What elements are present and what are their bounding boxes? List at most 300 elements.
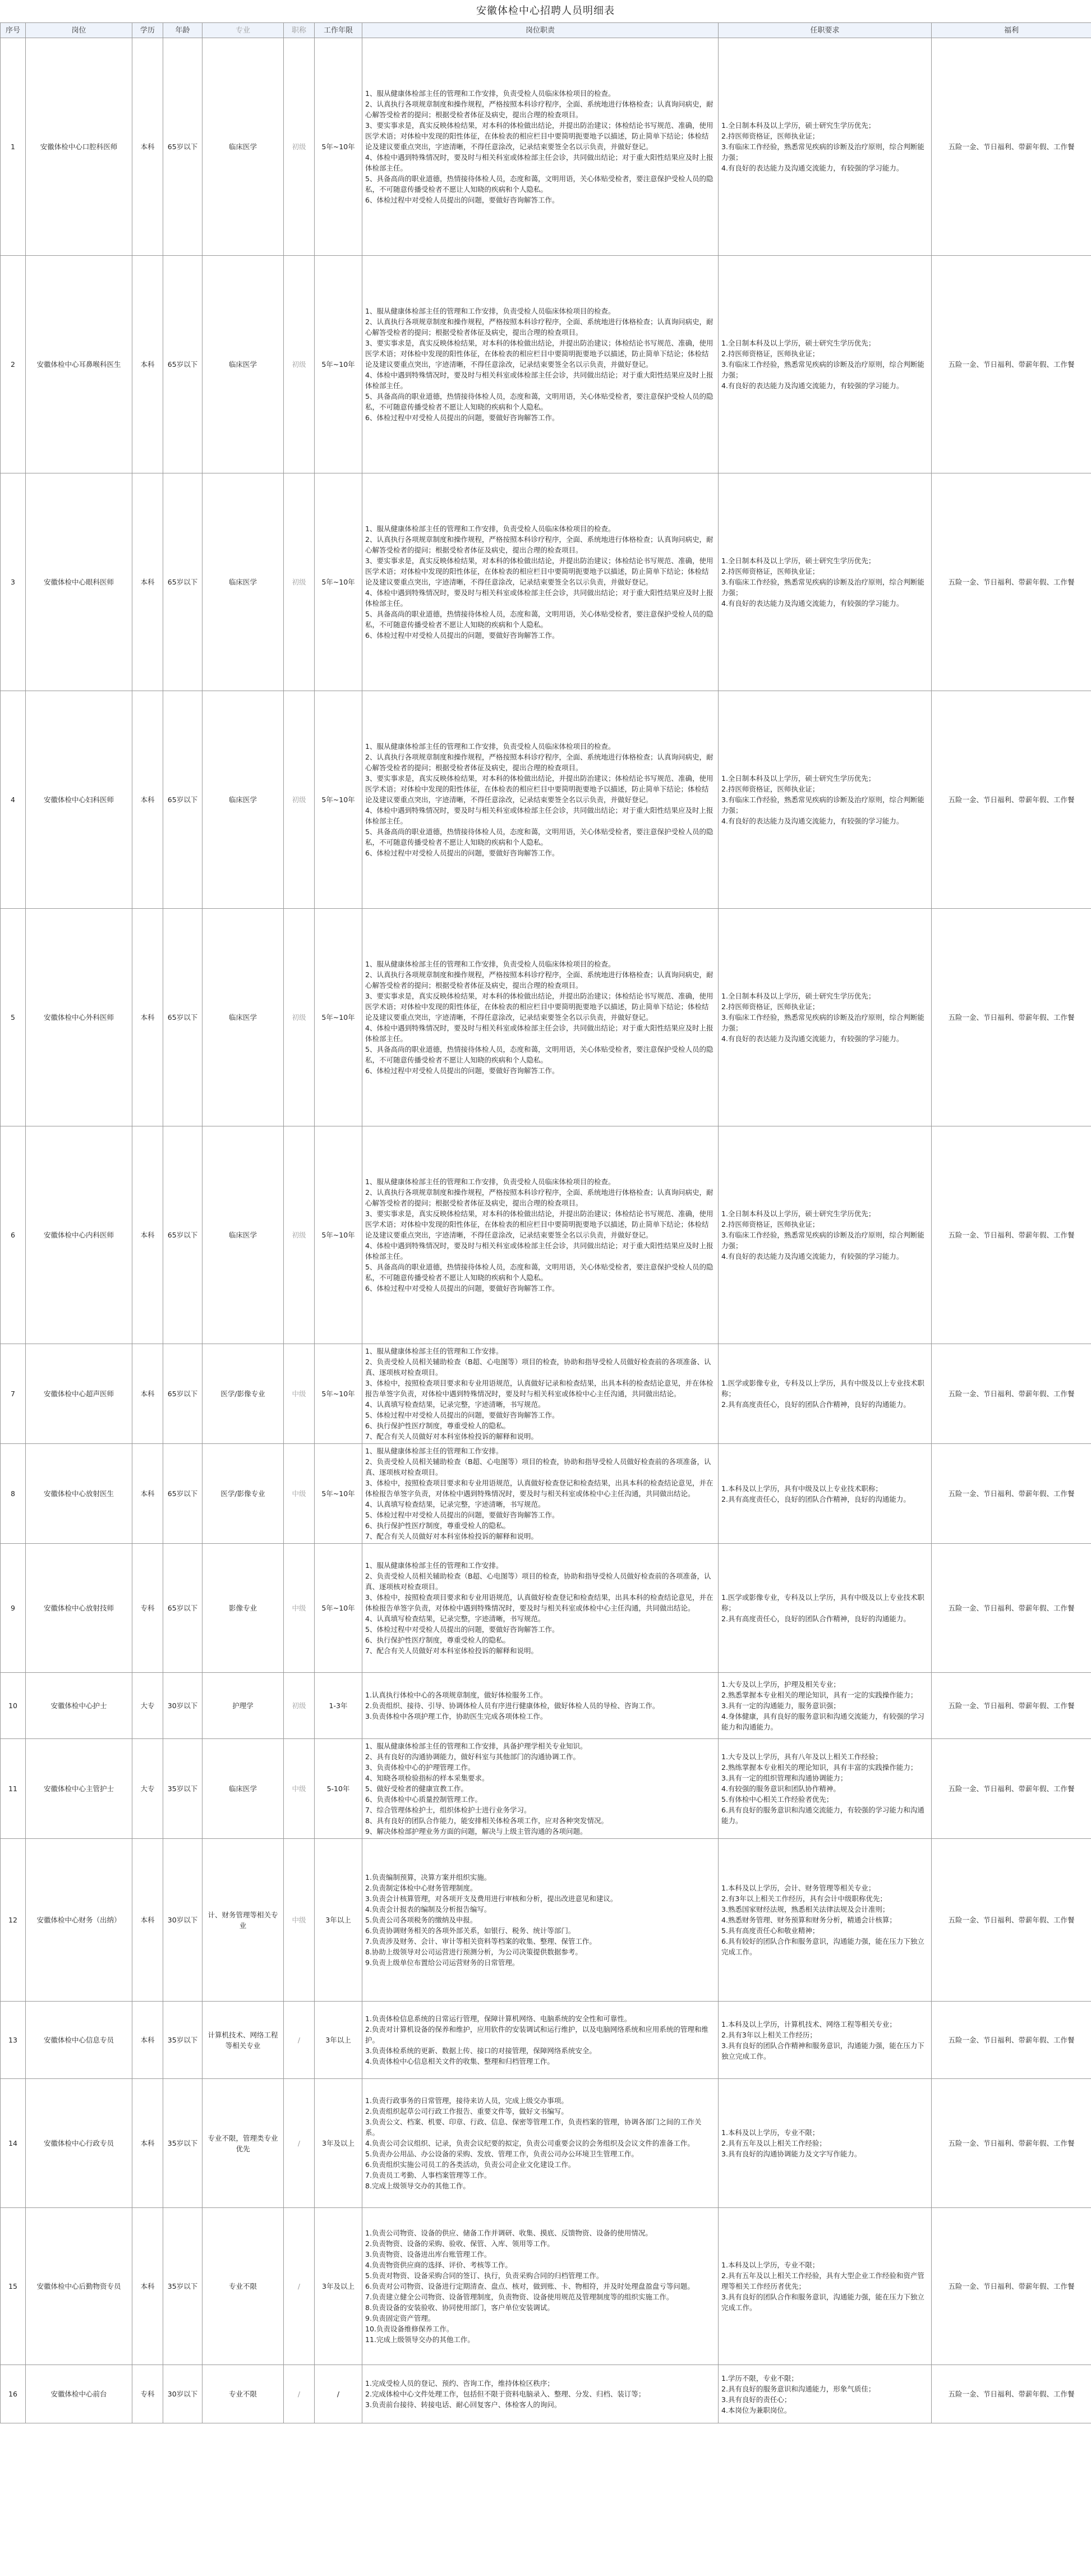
- cell-age: 65岁以下: [163, 1444, 202, 1544]
- duties-line: 4、认真填写检查结果，记录完整，字迹清晰，书写规范。: [365, 1500, 545, 1508]
- cell-no: 14: [1, 2079, 26, 2208]
- duties-line: 8、具有良好的团队合作能力，能安排相关体检各项工作，应对各种突发情况。: [365, 1816, 608, 1825]
- header-title: 职称: [284, 23, 315, 38]
- req-line: 1.全日制本科及以上学历，硕士研究生学历优先；: [721, 556, 876, 565]
- duties-line: 2、认真执行各项规章制度和操作规程，严格按照本科诊疗程序，全面、系统地进行体格检查；认真询问病史，耐心解答受检者的提问；根据受检者体征及病史，提出合理的检查项目。: [365, 970, 713, 990]
- cell-age: 65岁以下: [163, 256, 202, 473]
- cell-title: 中级: [284, 1344, 315, 1444]
- cell-major: 专业不限: [202, 2208, 284, 2365]
- cell-position: 安徽体检中心放射技师: [26, 1544, 132, 1673]
- req-line: 1.本科及以上学历，专业不限；: [721, 2128, 820, 2137]
- duties-line: 4、认真填写检查结果，记录完整，字迹清晰，书写规范。: [365, 1614, 545, 1623]
- table-row: [1, 1739, 1091, 1839]
- cell-duties: [362, 909, 719, 1126]
- cell-title: 初级: [284, 909, 315, 1126]
- duties-line: 6、体检过程中对受检人员提出的问题，要做好咨询解答工作。: [365, 413, 559, 422]
- duties-line: 7、配合有关人员做好对本科室体检投诉的解释和说明。: [365, 1532, 538, 1540]
- duties-line: 6.负责协调财务相关的各项外部关系，如银行、税务、统计等部门。: [365, 1926, 576, 1935]
- cell-title: 中级: [284, 1839, 315, 2002]
- duties-line: 4、知晓各项检验指标的样本采集要求。: [365, 1774, 489, 1782]
- header-no: 序号: [1, 23, 26, 38]
- duties-line: 1、服从健康体检部主任的管理和工作安排，具备护理学相关专业知识。: [365, 1742, 587, 1750]
- table-row: [1, 2365, 1091, 2423]
- duties-line: 5.负责对物资、设备采购合同的签订、执行，负责采购合同的归档管理工作。: [365, 2271, 604, 2280]
- cell-no: 11: [1, 1739, 26, 1839]
- duties-line: 2、认真执行各项规章制度和操作规程，严格按照本科诊疗程序，全面、系统地进行体格检查；认真询问病史，耐心解答受检者的提问；根据受检者体征及病史，提出合理的检查项目。: [365, 318, 713, 337]
- duties-line: 8.协助上级领导对公司运营进行预测分析，为公司决策提供数据参考。: [365, 1948, 582, 1956]
- cell-no: 13: [1, 2002, 26, 2079]
- cell-age: 30岁以下: [163, 1673, 202, 1739]
- duties-line: 2、认真执行各项规章制度和操作规程，严格按照本科诊疗程序，全面、系统地进行体格检查；认真询问病史，耐心解答受检者的提问；根据受检者体征及病史，提出合理的检查项目。: [365, 1188, 713, 1207]
- cell-age: 65岁以下: [163, 473, 202, 691]
- duties-line: 8.完成上级领导交办的其他工作。: [365, 2182, 470, 2190]
- duties-line: 1、服从健康体检部主任的管理和工作安排。: [365, 1347, 503, 1355]
- cell-reqs: [719, 1444, 932, 1544]
- cell-no: 1: [1, 38, 26, 256]
- duties-line: 11.完成上级领导交办的其他工作。: [365, 2335, 475, 2344]
- cell-years: 5年~10年: [315, 256, 362, 473]
- cell-years: 3年以上: [315, 2002, 362, 2079]
- duties-line: 4.负责物资供应商的选择、评价、考核等工作。: [365, 2261, 512, 2269]
- cell-position: 安徽体检中心耳鼻喉科医生: [26, 256, 132, 473]
- req-line: 1.学历不限，专业不限；: [721, 2373, 798, 2382]
- cell-major: 专业不限: [202, 2365, 284, 2423]
- duties-line: 5、具备高尚的职业道德，热情接待体检人员，态度和蔼，文明用语，关心体贴受检者，要注意保护受检人员的隐私，不可随意传播受检者不愿让人知晓的疾病和个人隐私。: [365, 827, 713, 847]
- table-row: [1, 1544, 1091, 1673]
- header-years: 工作年限: [315, 23, 362, 38]
- req-line: 2.具有良好的服务意识和沟通能力，形象气质佳；: [721, 2384, 876, 2393]
- cell-reqs: [719, 256, 932, 473]
- cell-welfare: 五险一金、节日福利、带薪年假、工作餐: [932, 1126, 1091, 1344]
- table-row: [1, 909, 1091, 1126]
- cell-major: 影像专业: [202, 1544, 284, 1673]
- cell-reqs: [719, 1126, 932, 1344]
- cell-reqs: [719, 1839, 932, 2002]
- recruitment-table: [0, 22, 1091, 2423]
- req-line: 1.本科及以上学历，具有中级及以上专业技术职称；: [721, 1484, 882, 1493]
- duties-line: 6.负责组织实施公司员工的各类活动，负责公司企业文化建设工作。: [365, 2160, 576, 2169]
- duties-line: 4.负责会计报表的编制及分析报告编写。: [365, 1905, 491, 1913]
- header-duties: 岗位职责: [362, 23, 719, 38]
- req-line: 1.全日制本科及以上学历，硕士研究生学历优先；: [721, 121, 876, 130]
- duties-line: 7、配合有关人员做好对本科室体检投诉的解释和说明。: [365, 1432, 538, 1441]
- cell-reqs: [719, 1344, 932, 1444]
- req-line: 4.有良好的表达能力及沟通交流能力，有较强的学习能力。: [721, 599, 904, 608]
- cell-age: 35岁以下: [163, 2079, 202, 2208]
- cell-title: 初级: [284, 38, 315, 256]
- cell-title: 初级: [284, 256, 315, 473]
- cell-duties: [362, 691, 719, 909]
- duties-line: 3、要实事求是，真实反映体检结果，对本科的体检做出结论，并提出防治建议；体检结论书写规范、准确，使用医学术语；对体检中发现的阳性体征，在体检表的相应栏目中要简明扼要地予以描述，防止简单下结论；体检结论及建议要重点突出，字迹清晰，不得任意涂改，记录结束要签全名以示负责，并做好登记。: [365, 774, 713, 804]
- cell-welfare: 五险一金、节日福利、带薪年假、工作餐: [932, 1444, 1091, 1544]
- req-line: 2.持医师资格证，医师执业证；: [721, 1220, 820, 1229]
- cell-reqs: [719, 691, 932, 909]
- req-line: 2.熟练掌握本专业相关的理论知识，具有丰富的实践操作能力；: [721, 1763, 918, 1772]
- req-line: 4.熟悉财务管理、财务预算和财务分析，精通会计核算；: [721, 1916, 896, 1924]
- duties-line: 3.负责物资、设备进出库台账管理工作。: [365, 2250, 491, 2258]
- cell-reqs: [719, 1544, 932, 1673]
- req-line: 1.本科及以上学历，专业不限；: [721, 2261, 820, 2269]
- req-line: 3.具有良好的团队合作和服务意识，沟通能力强，能在压力下独立完成工作。: [721, 2293, 924, 2312]
- cell-title: /: [284, 2079, 315, 2208]
- cell-no: 6: [1, 1126, 26, 1344]
- cell-age: 35岁以下: [163, 1739, 202, 1839]
- cell-reqs: [719, 2208, 932, 2365]
- cell-welfare: 五险一金、节日福利、带薪年假、工作餐: [932, 2002, 1091, 2079]
- req-line: 2.持医师资格证，医师执业证；: [721, 1002, 820, 1011]
- table-row: [1, 1839, 1091, 2002]
- duties-line: 10.负责设备维修保养工作。: [365, 2325, 454, 2333]
- req-line: 3.有临床工作经验，熟悉常见疾病的诊断及治疗原则，综合判断能力强；: [721, 795, 924, 815]
- cell-duties: [362, 38, 719, 256]
- duties-line: 5、具备高尚的职业道德，热情接待体检人员，态度和蔼，文明用语，关心体贴受检者，要注意保护受检人员的隐私，不可随意传播受检者不愿让人知晓的疾病和个人隐私。: [365, 610, 713, 629]
- duties-line: 1.负责编制预算，决算方案并组织实施。: [365, 1873, 491, 1882]
- req-line: 3.有临床工作经验，熟悉常见疾病的诊断及治疗原则，综合判断能力强；: [721, 1013, 924, 1032]
- cell-years: /: [315, 2365, 362, 2423]
- duties-line: 4、体检中遇到特殊情况时，要及时与相关科室或体检部主任会诊，共同做出结论；对于重大阳性结果应及时上报体检部主任。: [365, 371, 713, 390]
- cell-title: /: [284, 2002, 315, 2079]
- cell-major: 临床医学: [202, 909, 284, 1126]
- cell-position: 安徽体检中心信息专员: [26, 2002, 132, 2079]
- req-line: 4.本岗位为兼职岗位。: [721, 2405, 791, 2414]
- cell-title: 初级: [284, 473, 315, 691]
- duties-line: 2、认真执行各项规章制度和操作规程，严格按照本科诊疗程序，全面、系统地进行体格检查；认真询问病史，耐心解答受检者的提问；根据受检者体征及病史，提出合理的检查项目。: [365, 535, 713, 554]
- duties-line: 9、解决体检部护理业务方面的问题，解决与上级主管沟通的各项问题。: [365, 1827, 587, 1836]
- duties-line: 9.负责上级单位布置给公司运营财务的日常管理。: [365, 1958, 519, 1967]
- duties-line: 6、体检过程中对受检人员提出的问题，要做好咨询解答工作。: [365, 1066, 559, 1075]
- cell-reqs: [719, 909, 932, 1126]
- duties-line: 7.负责涉及财务、会计、审计等相关资料等档案的收集、整理、保管工作。: [365, 1937, 596, 1945]
- req-line: 2.具有3年以上相关工作经历；: [721, 2030, 817, 2039]
- cell-welfare: 五险一金、节日福利、带薪年假、工作餐: [932, 691, 1091, 909]
- cell-no: 7: [1, 1344, 26, 1444]
- duties-line: 2.负责物资、设备的采购、验收、保管、入库、领用等工作。: [365, 2239, 554, 2248]
- req-line: 4.有良好的表达能力及沟通交流能力，有较强的学习能力。: [721, 1034, 904, 1043]
- cell-years: 5年~10年: [315, 38, 362, 256]
- cell-duties: [362, 1544, 719, 1673]
- cell-age: 65岁以下: [163, 909, 202, 1126]
- cell-edu: 本科: [132, 38, 163, 256]
- duties-line: 3、要实事求是，真实反映体检结果，对本科的体检做出结论，并提出防治建议；体检结论书写规范、准确，使用医学术语；对体检中发现的阳性体征，在体检表的相应栏目中要简明扼要地予以描述，防止简单下结论；体检结论及建议要重点突出，字迹清晰，不得任意涂改，记录结束要签全名以示负责，并做好登记。: [365, 992, 713, 1022]
- duties-line: 9.负责固定资产管理。: [365, 2314, 435, 2322]
- cell-duties: [362, 1444, 719, 1544]
- cell-reqs: [719, 1673, 932, 1739]
- table-row: [1, 473, 1091, 691]
- req-line: 1.全日制本科及以上学历，硕士研究生学历优先；: [721, 339, 876, 347]
- cell-edu: 本科: [132, 1839, 163, 2002]
- cell-major: 临床医学: [202, 1126, 284, 1344]
- cell-edu: 大专: [132, 1673, 163, 1739]
- cell-title: 初级: [284, 691, 315, 909]
- duties-line: 6、执行保护性医疗制度，尊重受检人的隐私。: [365, 1636, 510, 1644]
- cell-major: 临床医学: [202, 256, 284, 473]
- cell-no: 10: [1, 1673, 26, 1739]
- duties-line: 3、体检中，按照检查项目要求和专业用语规范，认真做好记录和检查结果，出具本科的检查结论意见，并在体检报告单签字负责，对体检中遇到特殊情况时，要及时与相关科室或体检中心主任沟通，共同做出结论。: [365, 1379, 713, 1398]
- cell-welfare: 五险一金、节日福利、带薪年假、工作餐: [932, 1673, 1091, 1739]
- cell-edu: 本科: [132, 1444, 163, 1544]
- req-line: 1.全日制本科及以上学历，硕士研究生学历优先；: [721, 1209, 876, 1218]
- req-line: 1.本科及以上学历，会计、财务管理等相关专业；: [721, 1884, 876, 1892]
- req-line: 2.持医师资格证，医师执业证；: [721, 785, 820, 793]
- duties-line: 2、具有良好的沟通协调能力，做好科室与其他部门的沟通协调工作。: [365, 1752, 580, 1761]
- req-line: 4.有良好的表达能力及沟通交流能力，有较强的学习能力。: [721, 1252, 904, 1261]
- cell-edu: 本科: [132, 473, 163, 691]
- duties-line: 3、要实事求是，真实反映体检结果，对本科的体检做出结论，并提出防治建议；体检结论书写规范、准确，使用医学术语；对体检中发现的阳性体征，在体检表的相应栏目中要简明扼要地予以描述，防止简单下结论；体检结论及建议要重点突出，字迹清晰，不得任意涂改，记录结束要签全名以示负责，并做好登记。: [365, 339, 713, 369]
- req-line: 1.大专及以上学历，护理及相关专业；: [721, 1680, 840, 1689]
- duties-line: 5、体检过程中对受检人员提出的问题，要做好咨询解答工作。: [365, 1411, 559, 1419]
- cell-edu: 本科: [132, 1126, 163, 1344]
- cell-welfare: 五险一金、节日福利、带薪年假、工作餐: [932, 256, 1091, 473]
- cell-years: 5年~10年: [315, 1126, 362, 1344]
- cell-duties: [362, 1673, 719, 1739]
- table-row: [1, 2208, 1091, 2365]
- cell-no: 16: [1, 2365, 26, 2423]
- req-line: 5.有体检中心相关工作经验者优先；: [721, 1795, 834, 1804]
- cell-welfare: 五险一金、节日福利、带薪年假、工作餐: [932, 909, 1091, 1126]
- table-row: [1, 1673, 1091, 1739]
- cell-years: 5年~10年: [315, 1444, 362, 1544]
- cell-edu: 专科: [132, 2365, 163, 2423]
- cell-no: 9: [1, 1544, 26, 1673]
- cell-edu: 本科: [132, 909, 163, 1126]
- cell-no: 8: [1, 1444, 26, 1544]
- duties-line: 1.认真执行体检中心的各项规章制度，做好体检服务工作。: [365, 1691, 547, 1699]
- req-line: 4.有良好的表达能力及沟通交流能力，有较强的学习能力。: [721, 817, 904, 825]
- req-line: 2.持医师资格证，医师执业证；: [721, 567, 820, 576]
- duties-line: 3.负责体检系统的更新、数据上传、接口的对接管理，保障网络系统安全。: [365, 2046, 596, 2055]
- cell-welfare: 五险一金、节日福利、带薪年假、工作餐: [932, 473, 1091, 691]
- cell-age: 65岁以下: [163, 38, 202, 256]
- cell-major: 临床医学: [202, 1739, 284, 1839]
- duties-line: 7.负责建立健全公司物资、设备管理制度，负责物资、设备使用规范及管理制度等的组织实施工作。: [365, 2293, 674, 2301]
- cell-reqs: [719, 2365, 932, 2423]
- cell-welfare: 五险一金、节日福利、带薪年假、工作餐: [932, 38, 1091, 256]
- cell-major: 临床医学: [202, 473, 284, 691]
- duties-line: 7、综合管理体检护士，组织体检护士进行业务学习。: [365, 1806, 531, 1814]
- cell-duties: [362, 256, 719, 473]
- cell-title: /: [284, 2208, 315, 2365]
- duties-line: 2、负责受检人员相关辅助检查（B超、心电图等）项目的检查，协助和指导受检人员做好检查前的各项准备，认真、逐项核对检查项目。: [365, 1572, 711, 1591]
- cell-welfare: 五险一金、节日福利、带薪年假、工作餐: [932, 1739, 1091, 1839]
- duties-line: 1、服从健康体检部主任的管理和工作安排，负责受检人员临床体检项目的检查。: [365, 742, 615, 751]
- cell-years: 5年~10年: [315, 909, 362, 1126]
- duties-line: 2.负责组织起草公司行政工作报告、重要文件等，做好文书编写。: [365, 2107, 568, 2115]
- cell-duties: [362, 1344, 719, 1444]
- cell-position: 安徽体检中心外科医师: [26, 909, 132, 1126]
- cell-reqs: [719, 1739, 932, 1839]
- cell-duties: [362, 2002, 719, 2079]
- req-line: 2.具有高度责任心，良好的团队合作精神，良好的沟通能力。: [721, 1494, 910, 1503]
- duties-line: 4、体检中遇到特殊情况时，要及时与相关科室或体检部主任会诊，共同做出结论；对于重大阳性结果应及时上报体检部主任。: [365, 1024, 713, 1043]
- table-row: [1, 1126, 1091, 1344]
- req-line: 3.具有良好的沟通协调能力及文字写作能力。: [721, 2150, 862, 2158]
- cell-edu: 本科: [132, 1344, 163, 1444]
- req-line: 3.具有良好的团队合作精神和服务意识，沟通能力强，能在压力下独立完成工作。: [721, 2041, 924, 2060]
- req-line: 1.医学或影像专业，专科及以上学历，具有中级及以上专业技术职称；: [721, 1379, 924, 1398]
- cell-welfare: 五险一金、节日福利、带薪年假、工作餐: [932, 2208, 1091, 2365]
- cell-title: 中级: [284, 1444, 315, 1544]
- req-line: 6.具有较好的团队合作和服务意识，沟通能力强，能在压力下独立完成工作。: [721, 1937, 924, 1956]
- cell-no: 12: [1, 1839, 26, 2002]
- req-line: 2.熟悉掌握本专业相关的理论知识，具有一定的实践操作能力；: [721, 1691, 918, 1699]
- cell-no: 5: [1, 909, 26, 1126]
- cell-position: 安徽体检中心行政专员: [26, 2079, 132, 2208]
- cell-duties: [362, 1126, 719, 1344]
- table-row: [1, 38, 1091, 256]
- cell-years: 3年及以上: [315, 2079, 362, 2208]
- cell-title: /: [284, 2365, 315, 2423]
- cell-duties: [362, 1839, 719, 2002]
- header-welfare: 福利: [932, 23, 1091, 38]
- cell-position: 安徽体检中心前台: [26, 2365, 132, 2423]
- cell-age: 30岁以下: [163, 2365, 202, 2423]
- cell-major: 计算机技术、网络工程等相关专业: [202, 2002, 284, 2079]
- cell-title: 中级: [284, 1739, 315, 1839]
- duties-line: 3.负责体检中各项护理工作，协助医生完成各项体检工作。: [365, 1712, 547, 1721]
- req-line: 3.具有一定的组织管理和沟通协调能力；: [721, 1774, 848, 1782]
- cell-position: 安徽体检中心主管护士: [26, 1739, 132, 1839]
- cell-duties: [362, 2079, 719, 2208]
- cell-reqs: [719, 473, 932, 691]
- cell-major: 专业不限，管理类专业优先: [202, 2079, 284, 2208]
- cell-position: 安徽体检中心妇科医师: [26, 691, 132, 909]
- duties-line: 6、体检过程中对受检人员提出的问题，要做好咨询解答工作。: [365, 849, 559, 857]
- duties-line: 3、要实事求是，真实反映体检结果，对本科的体检做出结论，并提出防治建议；体检结论书写规范、准确，使用医学术语；对体检中发现的阳性体征，在体检表的相应栏目中要简明扼要地予以描述，防止简单下结论；体检结论及建议要重点突出，字迹清晰，不得任意涂改，记录结束要签全名以示负责，并做好登记。: [365, 121, 713, 151]
- cell-no: 3: [1, 473, 26, 691]
- req-line: 3.熟悉国家财经法规，熟悉相关法律法规及会计准则；: [721, 1905, 890, 1913]
- duties-line: 1、服从健康体检部主任的管理和工作安排，负责受检人员临床体检项目的检查。: [365, 89, 615, 98]
- cell-age: 65岁以下: [163, 691, 202, 909]
- duties-line: 2.负责组织、接待、引导、协调体检人员有序进行健康体检，做好体检人员的导检、咨询工作。: [365, 1701, 660, 1710]
- cell-no: 15: [1, 2208, 26, 2365]
- cell-age: 35岁以下: [163, 2002, 202, 2079]
- duties-line: 6、体检过程中对受检人员提出的问题，要做好咨询解答工作。: [365, 196, 559, 204]
- req-line: 4.有良好的表达能力及沟通交流能力，有较强的学习能力。: [721, 381, 904, 390]
- req-line: 2.具有高度责任心，良好的团队合作精神，良好的沟通能力。: [721, 1614, 910, 1623]
- duties-line: 2.负责对计算机设备的保养和维护，应用软件的安装调试和运行维护，以及电脑网络系统和应用系统的管理和维护。: [365, 2025, 708, 2044]
- duties-line: 4.负责公司会议组织、记录，负责会议纪要的拟定，负责公司重要会议的会务组织及会议文件的准备工作。: [365, 2139, 694, 2147]
- cell-no: 2: [1, 256, 26, 473]
- cell-edu: 本科: [132, 2208, 163, 2365]
- req-line: 3.有临床工作经验，熟悉常见疾病的诊断及治疗原则，综合判断能力强；: [721, 1231, 924, 1250]
- duties-line: 1、服从健康体检部主任的管理和工作安排，负责受检人员临床体检项目的检查。: [365, 307, 615, 315]
- cell-years: 3年及以上: [315, 2208, 362, 2365]
- duties-line: 3、负责体检中心的护理管理工作。: [365, 1763, 475, 1772]
- duties-line: 6.负责对公司物资、设备进行定期清查、盘点、核对，做到账、卡、物相符，并及时处理盘盈盘亏等问题。: [365, 2282, 694, 2290]
- cell-position: 安徽体检中心财务（出纳）: [26, 1839, 132, 2002]
- cell-age: 65岁以下: [163, 1126, 202, 1344]
- duties-line: 1、服从健康体检部主任的管理和工作安排。: [365, 1561, 503, 1570]
- duties-line: 3、要实事求是，真实反映体检结果，对本科的体检做出结论，并提出防治建议；体检结论书写规范、准确，使用医学术语；对体检中发现的阳性体征，在体检表的相应栏目中要简明扼要地予以描述，防止简单下结论；体检结论及建议要重点突出，字迹清晰，不得任意涂改，记录结束要签全名以示负责，并做好登记。: [365, 556, 713, 586]
- header-position: 岗位: [26, 23, 132, 38]
- req-line: 2.具有高度责任心，良好的团队合作精神，良好的沟通能力。: [721, 1400, 910, 1409]
- duties-line: 5、具备高尚的职业道德，热情接待体检人员，态度和蔼，文明用语，关心体贴受检者，要注意保护受检人员的隐私，不可随意传播受检者不愿让人知晓的疾病和个人隐私。: [365, 1045, 713, 1064]
- req-line: 3.具有一定的沟通能力，服务意识强；: [721, 1701, 840, 1710]
- duties-line: 5.负责办公用品、办公设备的采购、发放、管理工作，负责公司办公环境卫生管理工作。: [365, 2150, 638, 2158]
- cell-years: 1-3年: [315, 1673, 362, 1739]
- cell-welfare: 五险一金、节日福利、带薪年假、工作餐: [932, 1544, 1091, 1673]
- duties-line: 3、要实事求是，真实反映体检结果，对本科的体检做出结论，并提出防治建议；体检结论书写规范、准确，使用医学术语；对体检中发现的阳性体征，在体检表的相应栏目中要简明扼要地予以描述，防止简单下结论；体检结论及建议要重点突出，字迹清晰，不得任意涂改，记录结束要签全名以示负责，并做好登记。: [365, 1209, 713, 1239]
- duties-line: 2、认真执行各项规章制度和操作规程，严格按照本科诊疗程序，全面、系统地进行体格检查；认真询问病史，耐心解答受检者的提问；根据受检者体征及病史，提出合理的检查项目。: [365, 753, 713, 772]
- cell-position: 安徽体检中心眼科医师: [26, 473, 132, 691]
- duties-line: 4.负责体检中心信息相关文件的收集、整理和归档管理工作。: [365, 2057, 554, 2066]
- cell-reqs: [719, 38, 932, 256]
- cell-position: 安徽体检中心护士: [26, 1673, 132, 1739]
- req-line: 3.有临床工作经验，熟悉常见疾病的诊断及治疗原则，综合判断能力强；: [721, 142, 924, 162]
- duties-line: 3、体检中，按照检查项目要求和专业用语规范，认真做好检查登记和检查结果，出具本科的检查结论意见，并在体检报告单签字负责，对体检中遇到特殊情况时，要及时与相关科室或体检中心主任沟通，共同做出结论。: [365, 1593, 713, 1612]
- cell-major: 医学/影像专业: [202, 1344, 284, 1444]
- duties-line: 5、体检过程中对受检人员提出的问题，要做好咨询解答工作。: [365, 1511, 559, 1519]
- duties-line: 2.负责制定体检中心财务管理制度。: [365, 1884, 477, 1892]
- cell-age: 65岁以下: [163, 1544, 202, 1673]
- cell-major: 护理学: [202, 1673, 284, 1739]
- duties-line: 7.负责员工考勤、人事档案管理等工作。: [365, 2171, 491, 2179]
- cell-welfare: 五险一金、节日福利、带薪年假、工作餐: [932, 2079, 1091, 2208]
- table-row: [1, 2079, 1091, 2208]
- duties-line: 1、服从健康体检部主任的管理和工作安排，负责受检人员临床体检项目的检查。: [365, 1177, 615, 1186]
- cell-edu: 本科: [132, 2002, 163, 2079]
- cell-position: 安徽体检中心超声医师: [26, 1344, 132, 1444]
- duties-line: 2、负责受检人员相关辅助检查（B超、心电图等）项目的检查，协助和指导受检人员做好检查前的各项准备，认真、逐项核对检查项目。: [365, 1457, 711, 1476]
- duties-line: 5、做好受检者的健康宣教工作。: [365, 1784, 468, 1793]
- duties-line: 6、执行保护性医疗制度，尊重受检人的隐私。: [365, 1521, 510, 1530]
- cell-duties: [362, 473, 719, 691]
- duties-line: 6、体检过程中对受检人员提出的问题，要做好咨询解答工作。: [365, 631, 559, 640]
- table-row: [1, 1444, 1091, 1544]
- req-line: 2.具有五年及以上相关工作经验；: [721, 2139, 826, 2147]
- duties-line: 4、体检中遇到特殊情况时，要及时与相关科室或体检部主任会诊，共同做出结论；对于重大阳性结果应及时上报体检部主任。: [365, 806, 713, 825]
- req-line: 2.具有五年及以上相关工作经验，具有大型企业工作经验和资产管理等相关工作经历者优先；: [721, 2271, 924, 2290]
- header-age: 年龄: [163, 23, 202, 38]
- cell-welfare: 五险一金、节日福利、带薪年假、工作餐: [932, 2365, 1091, 2423]
- duties-line: 1、服从健康体检部主任的管理和工作安排，负责受检人员临床体检项目的检查。: [365, 960, 615, 968]
- table-body: [1, 38, 1091, 2423]
- cell-age: 65岁以下: [163, 1344, 202, 1444]
- cell-years: 5年~10年: [315, 691, 362, 909]
- cell-years: 5年~10年: [315, 1344, 362, 1444]
- cell-years: 3年以上: [315, 1839, 362, 2002]
- duties-line: 4、认真填写检查结果，记录完整，字迹清晰，书写规范。: [365, 1400, 545, 1409]
- duties-line: 4、体检中遇到特殊情况时，要及时与相关科室或体检部主任会诊，共同做出结论；对于重大阳性结果应及时上报体检部主任。: [365, 1241, 713, 1261]
- table-row: [1, 691, 1091, 909]
- req-line: 1.全日制本科及以上学历，硕士研究生学历优先；: [721, 992, 876, 1000]
- req-line: 4.有良好的表达能力及沟通交流能力，有较强的学习能力。: [721, 164, 904, 172]
- table-row: [1, 256, 1091, 473]
- cell-edu: 大专: [132, 1739, 163, 1839]
- req-line: 1.大专及以上学历，具有八年及以上相关工作经验；: [721, 1752, 882, 1761]
- cell-title: 中级: [284, 1544, 315, 1673]
- cell-position: 安徽体检中心口腔科医师: [26, 38, 132, 256]
- duties-line: 5、具备高尚的职业道德，热情接待体检人员，态度和蔼，文明用语，关心体贴受检者，要注意保护受检人员的隐私，不可随意传播受检者不愿让人知晓的疾病和个人隐私。: [365, 392, 713, 411]
- duties-line: 4、体检中遇到特殊情况时，要及时与相关科室或体检部主任会诊，共同做出结论；对于重大阳性结果应及时上报体检部主任。: [365, 153, 713, 172]
- duties-line: 1.完成受检人员的登记、预约、咨询工作，维持体检区秩序；: [365, 2379, 554, 2388]
- cell-age: 30岁以下: [163, 1839, 202, 2002]
- cell-position: 安徽体检中心放射医生: [26, 1444, 132, 1544]
- table-row: [1, 1344, 1091, 1444]
- duties-line: 3.负责公文、档案、机要、印章、行政、信息、保密等管理工作，负责档案的管理，协调各部门之间的工作关系。: [365, 2118, 702, 2137]
- duties-line: 1.负责行政事务的日常管理，接待来访人员，完成上级交办事项。: [365, 2096, 568, 2105]
- req-line: 5.具有高度责任心和敬业精神；: [721, 1926, 820, 1935]
- cell-edu: 专科: [132, 1544, 163, 1673]
- req-line: 3.有临床工作经验，熟悉常见疾病的诊断及治疗原则，综合判断能力强；: [721, 578, 924, 597]
- cell-edu: 本科: [132, 2079, 163, 2208]
- req-line: 2.持医师资格证，医师执业证；: [721, 349, 820, 358]
- page-title: 安徽体检中心招聘人员明细表: [476, 5, 615, 17]
- cell-major: 计、财务管理等相关专业: [202, 1839, 284, 2002]
- duties-line: 6、执行保护性医疗制度，尊重受检人的隐私。: [365, 1422, 510, 1430]
- cell-reqs: [719, 2002, 932, 2079]
- cell-years: 5年~10年: [315, 473, 362, 691]
